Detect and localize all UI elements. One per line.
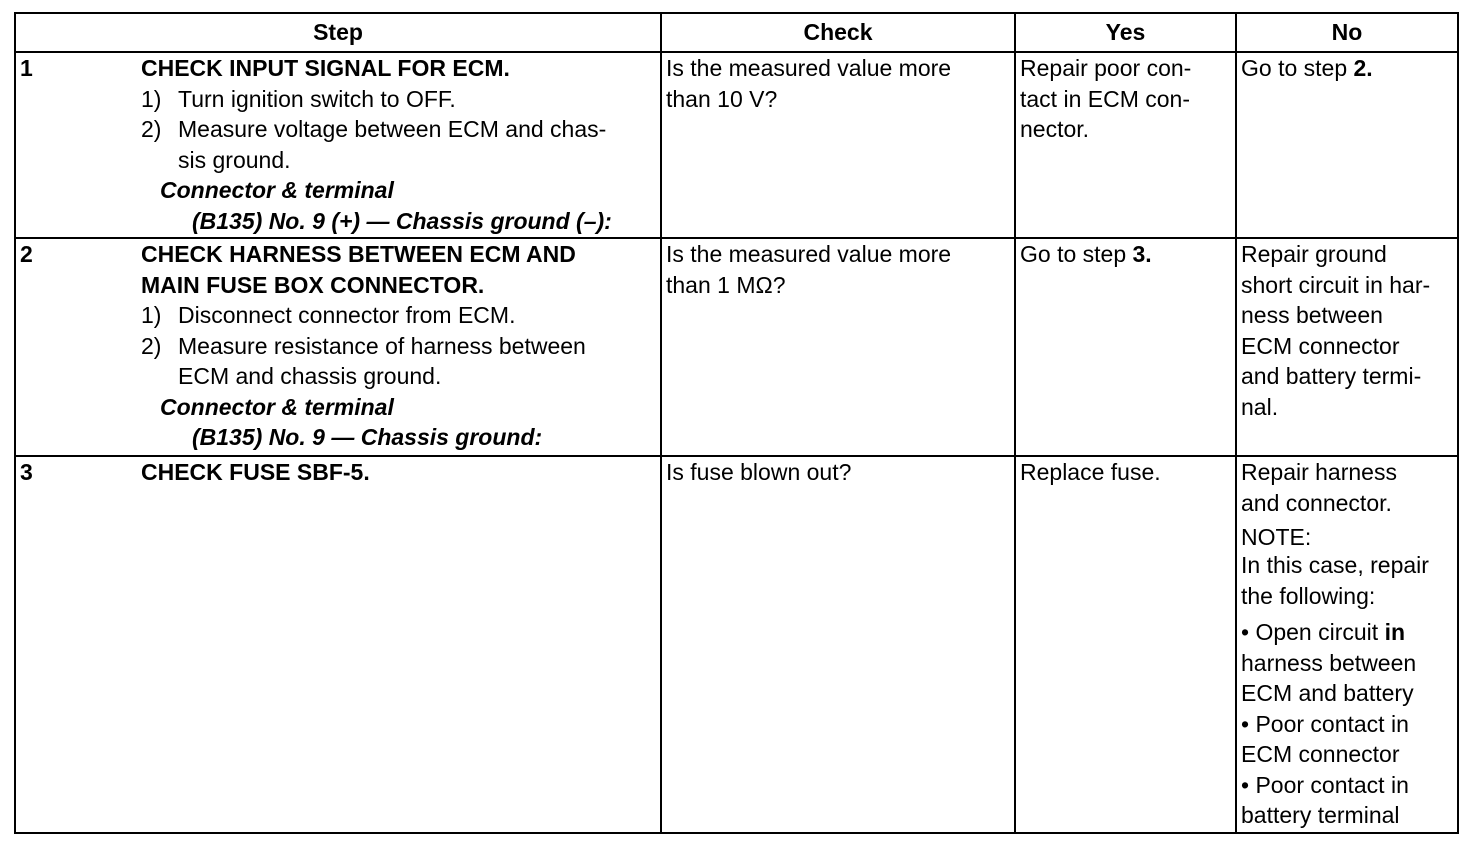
table-row [15,456,1458,833]
procedure-item: 1) Disconnect connector from ECM. [141,302,516,328]
header-no: No [1236,13,1458,52]
procedure-item: 2) Measure resistance of harness between ECM and chassis ground. [141,332,586,389]
yes-cell: Repair poor con- tact in ECM con- nector. [1015,52,1236,238]
procedure-item: 2) Measure voltage between ECM and chas- sis ground. [141,116,607,173]
connector-label: Connector & terminal [160,177,394,203]
yes-cell: Replace fuse. [1015,456,1236,833]
header-step: Step [15,13,661,52]
step-title: CHECK FUSE SBF-5. [141,459,370,485]
table-row [15,238,1458,456]
no-cell: Repair harness and connector. NOTE: In this case, repair the following: • Open circuit in harness between ECM and battery • Poor contact in ECM connector • Poor contact in battery terminal [1236,456,1458,833]
bullet-item: • Poor contact in [1241,710,1409,737]
procedure-item: 1) Turn ignition switch to OFF. [141,85,456,112]
header-check: Check [661,13,1015,52]
bullet-item: • Open circuit in [1241,619,1406,645]
header-yes: Yes [1015,13,1236,52]
step-number: 2 [20,241,33,267]
step-title: CHECK INPUT SIGNAL FOR ECM. [141,55,510,81]
table-row [15,52,1458,238]
no-cell: Go to step 2. [1236,52,1458,238]
step-reference: 2. [1353,55,1373,81]
step-number: 3 [20,459,33,485]
note-label: NOTE: [1241,524,1312,550]
step-title: CHECK HARNESS BETWEEN ECM AND MAIN FUSE BOX CONNECTOR. [141,241,576,298]
step-cell [15,456,661,833]
yes-cell: Go to step 3. [1015,238,1236,456]
bullet-item: • Poor contact in [1241,771,1409,798]
check-cell: Is the measured value more than 1 MΩ? [661,238,1015,456]
check-cell: Is the measured value more than 10 V? [661,52,1015,238]
step-reference: 3. [1132,241,1152,267]
step-number: 1 [20,55,33,81]
connector-value: (B135) No. 9 (+) — Chassis ground (–): [192,207,612,234]
connector-value: (B135) No. 9 — Chassis ground: [192,424,543,450]
no-cell: Repair ground short circuit in har- ness between ECM connector and battery termi- nal. [1236,238,1458,456]
step-cell [15,238,661,456]
header-row [15,13,1458,52]
diagnostic-table [14,12,1459,834]
step-cell [15,52,661,238]
connector-label: Connector & terminal [160,393,394,420]
check-cell: Is fuse blown out? [661,456,1015,833]
